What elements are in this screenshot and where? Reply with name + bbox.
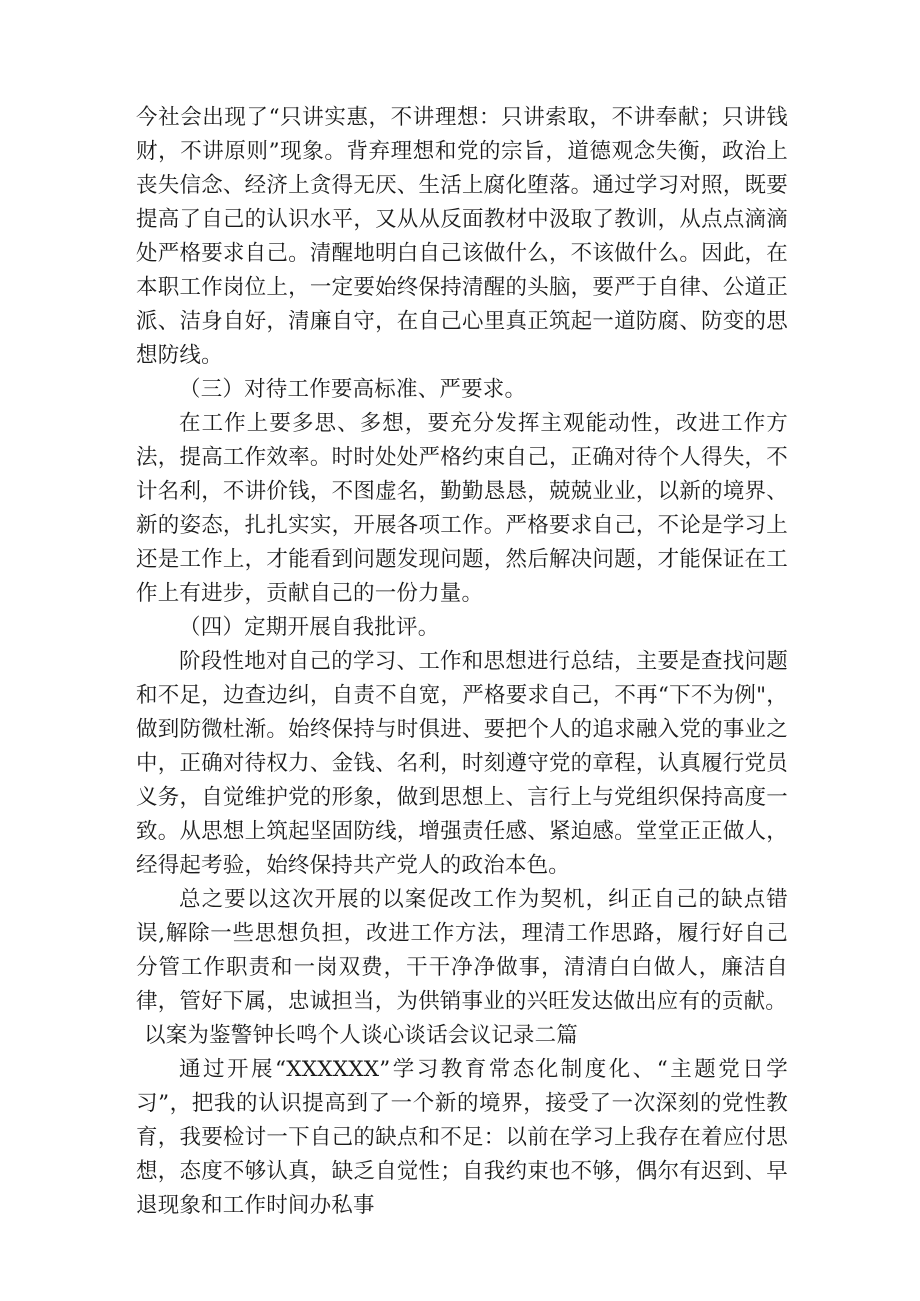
section-heading-4: （四）定期开展自我批评。 <box>179 615 440 640</box>
paragraph-3: 阶段性地对自己的学习、工作和思想进行总结，主要是查找问题和不足，边查边纠，自责不自宽，严格要求自己，不再“下不为例"，做到防微杜渐。始终保持与时俱进、要把个人的追求融入党的事业之中，正确对待权力、金钱、名利，时刻遵守党的章程，认真履行党员义务，自觉维护党的形象，做到思想上、言行上与党组织保持高度一致。从思想上筑起坚固防线，增强责任感、紧迫感。堂堂正正做人，经得起考验，始终保持共产党人的政治本色。 <box>136 649 788 878</box>
paragraph-5: 通过开展“XXXXXX”学习教育常态化制度化、“主题党日学习”，把我的认识提高到了一个新的境界，接受了一次深刻的党性教育，我要检讨一下自己的缺点和不足：以前在学习上我存在着应付思想，态度不够认真，缺乏自觉性；自我约束也不够，偶尔有迟到、早退现象和工作时间办私事 <box>136 1057 788 1218</box>
paragraph-2: 在工作上要多思、多想，要充分发挥主观能动性，改进工作方法，提高工作效率。时时处处严格约束自己，正确对待个人得失，不计名利，不讲价钱，不图虚名，勤勤恳恳，兢兢业业，以新的境界、新的姿态，扎扎实实，开展各项工作。严格要求自己，不论是学习上还是工作上，才能看到问题发现问题，然后解决问题，才能保证在工作上有进步，贡献自己的一份力量。 <box>136 411 788 606</box>
paragraph-4: 总之要以这次开展的以案促改工作为契机，纠正自己的缺点错误,解除一些思想负担，改进工作方法，理清工作思路，履行好自己分管工作职责和一岗双费，干干净净做事，清清白白做人，廉洁自律，管好下属，忠诚担当，为供销事业的兴旺发达做出应有的贡献。 <box>136 887 788 1014</box>
paragraph-1: 今社会出现了“只讲实惠，不讲理想：只讲索取，不讲奉献；只讲钱财，不讲原则”现象。背弃理想和党的宗旨，道德观念失衡，政治上丧失信念、经济上贪得无厌、生活上腐化堕落。通过学习对照，既要提高了自己的认识水平，又从从反面教材中汲取了教训，从点点滴滴处严格要求自己。清醒地明白自己该做什么，不该做什么。因此，在本职工作岗位上，一定要始终保持清醒的头脑，要严于自律、公道正派、洁身自好，清廉自守，在自己心里真正筑起一道防腐、防变的思想防线。 <box>136 105 788 368</box>
article-title: 以案为鉴警钟长鸣个人谈心谈话会议记录二篇 <box>144 1023 579 1048</box>
document-body <box>136 101 788 1223</box>
section-heading-3: （三）对待工作要高标准、严要求。 <box>179 377 527 402</box>
